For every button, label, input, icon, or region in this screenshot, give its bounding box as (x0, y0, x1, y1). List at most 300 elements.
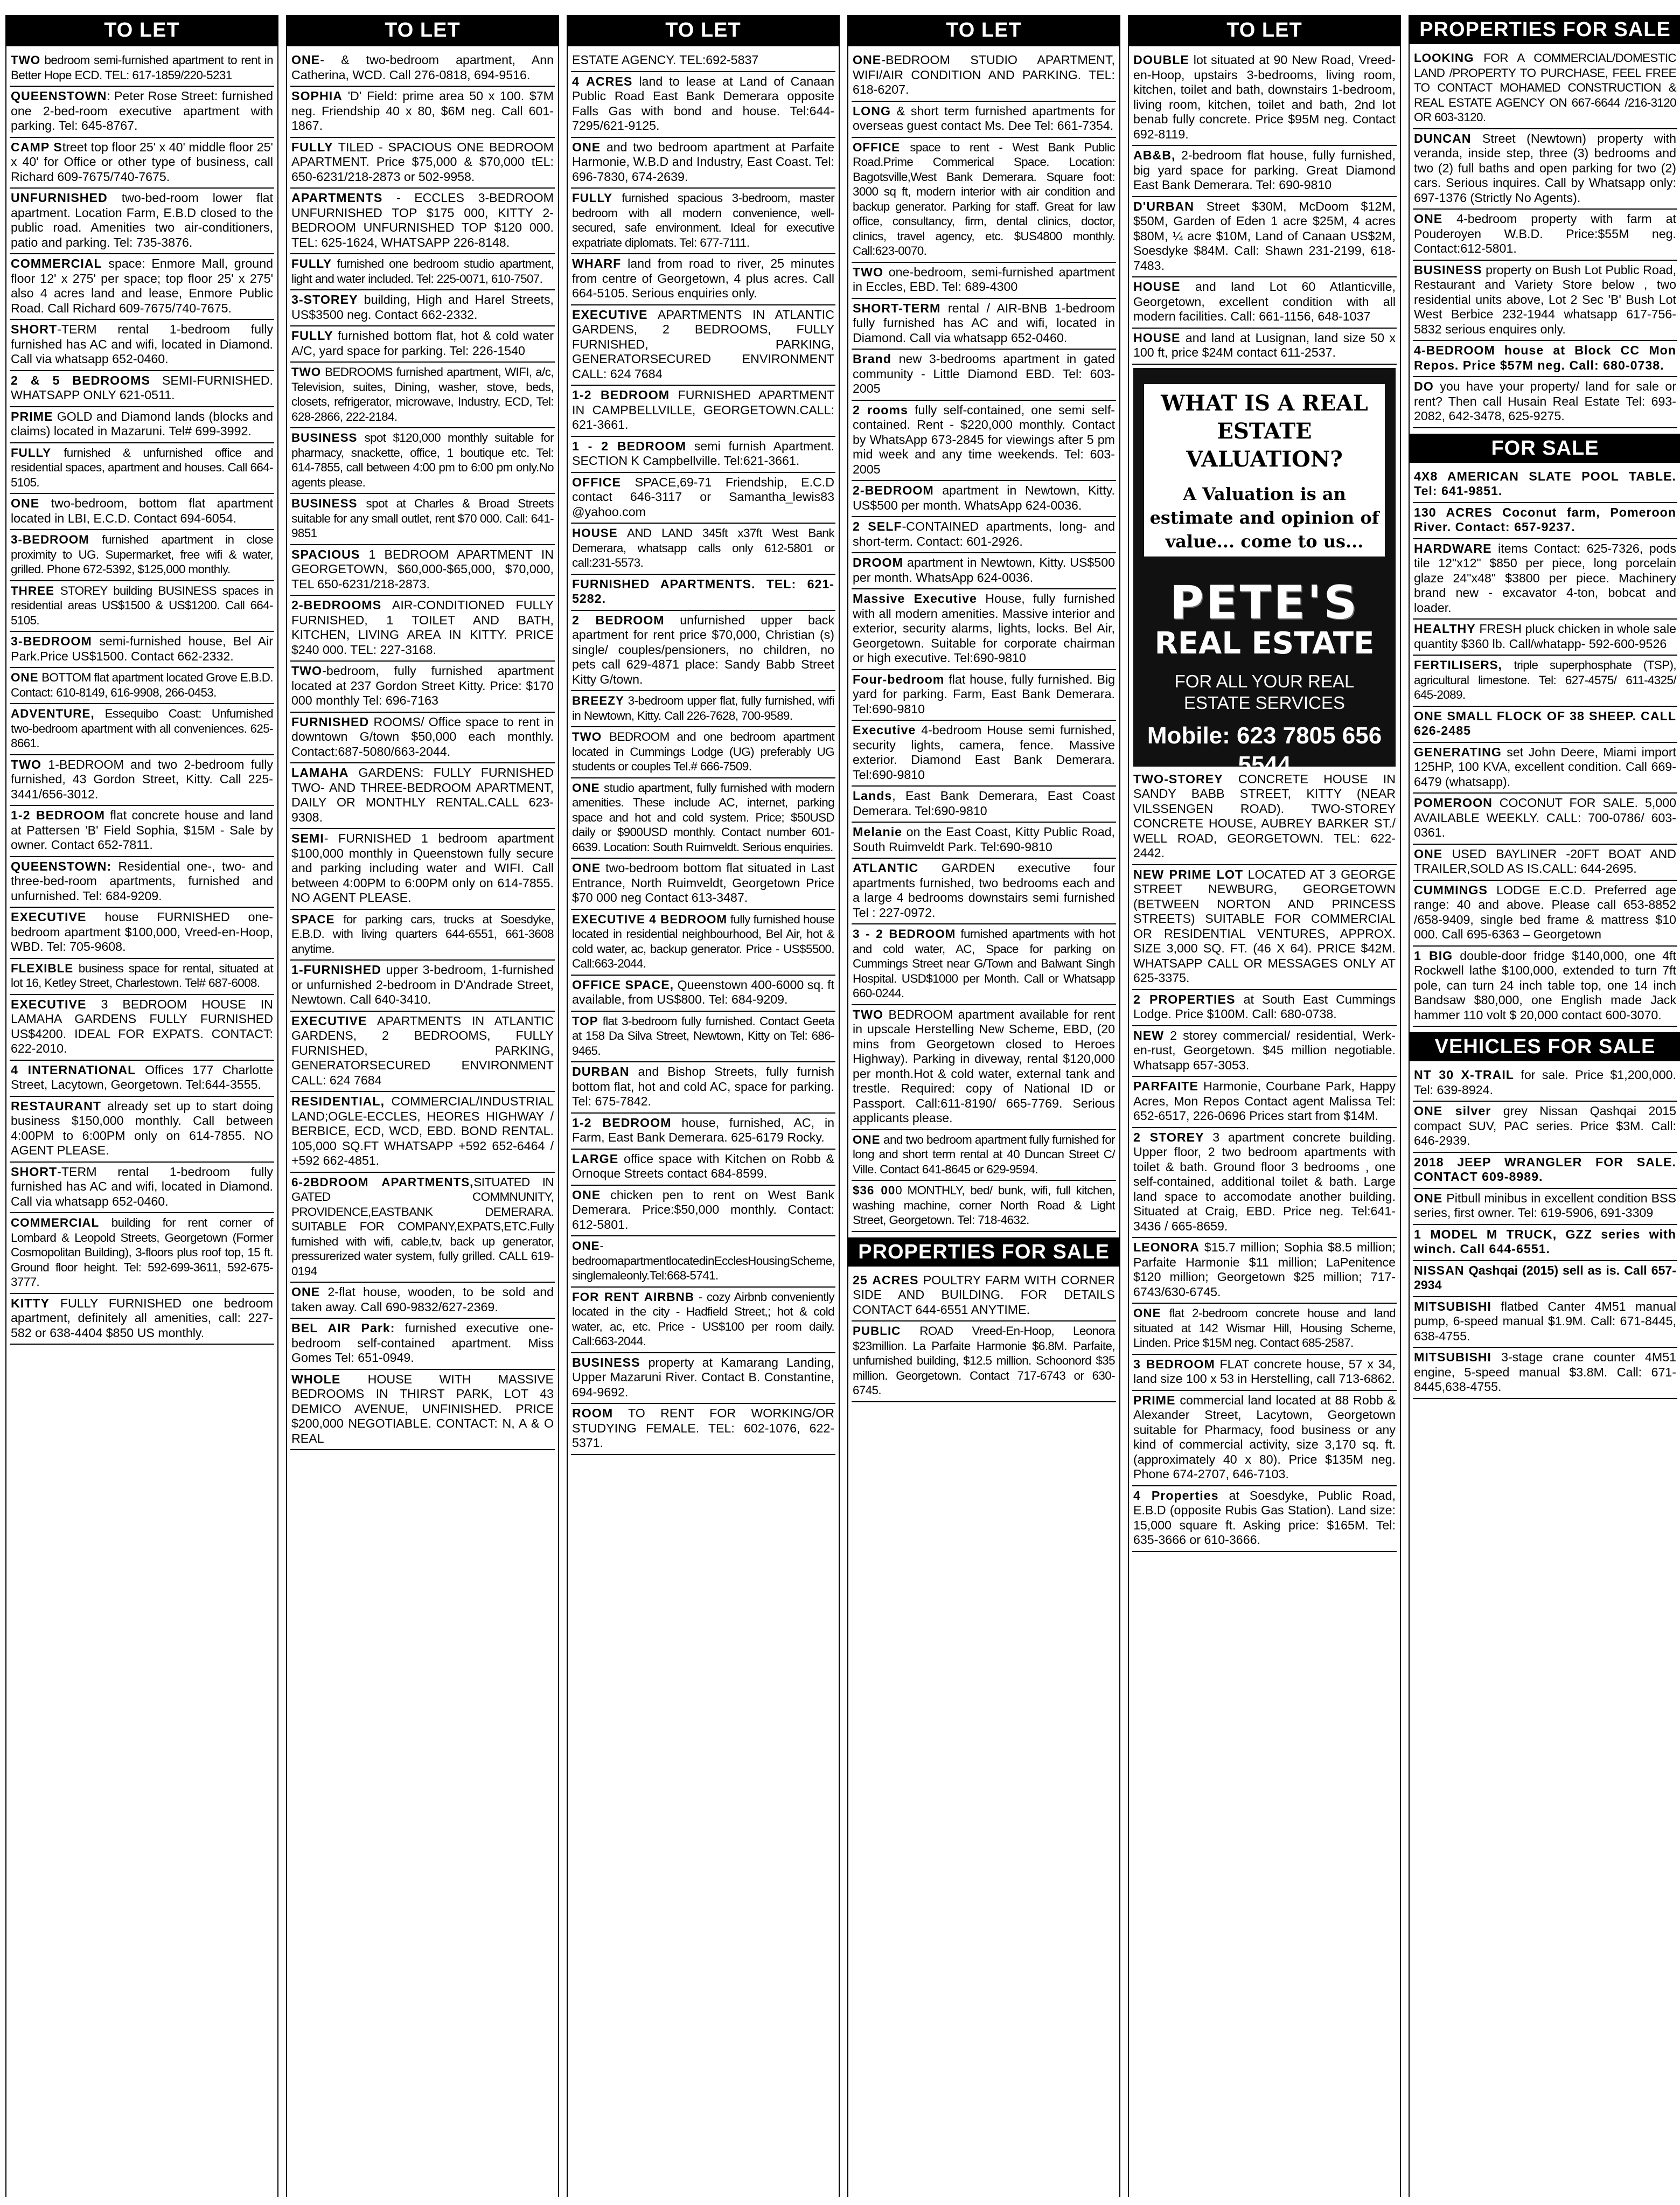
classified-ad (571, 437, 835, 473)
classified-ad (290, 961, 555, 1012)
classified-ad (852, 787, 1116, 823)
ad-keyword: BUSINESS (291, 431, 358, 444)
ad-text: and two bedroom apartment at Parfaite Harmonie, W.B.D and Industry, East Coast. Tel: 696-7830, 674-2639. (572, 140, 834, 184)
ad-keyword: LOOKING (1414, 51, 1474, 65)
ad-keyword: DURBAN (572, 1065, 630, 1079)
section-header: TO LET (6, 15, 277, 46)
ad-keyword: BEL AIR Park: (291, 1321, 395, 1335)
classified-ad (852, 553, 1116, 589)
ad-text: FURNISHED APARTMENT IN CAMPBELLVILLE, GEORGETOWN.CALL: 621-3661. (572, 388, 834, 432)
ad-keyword: NEW PRIME LOT (1133, 867, 1244, 881)
ad-text: business space for rental, situated at lot 16, Ketley Street, Charlestown. Tel# 687-6008. (11, 961, 273, 990)
ad-text: building, High and Harel Streets, US$3500 neg. Contact 662-2332. (291, 293, 554, 322)
classified-ad (571, 1353, 835, 1404)
ad-keyword: 1-2 BEDROOM (11, 808, 105, 822)
classified-ad (1132, 990, 1397, 1026)
ad-text: upper 3-bedroom, 1-furnished or unfurnished 2-bedroom in D'Andrade Street, Newtown. Call 640-3410. (291, 963, 554, 1006)
ad-text: -bedroom, fully furnished apartment located at 237 Gordon Street Kitty. Price: $170 000 monthly Tel: 696-7163 (291, 664, 554, 707)
ad-keyword: FERTILISERS, (1414, 658, 1502, 672)
classified-ad (290, 662, 555, 713)
ad-text: $15.7 million; Sophia $8.5 million; Parfaite Harmonie $11 million; LaPenitence $120 million; Georgetown $25 million; 717-6743/630-6745. (1133, 1240, 1396, 1299)
ad-text: furnished apartment in close proximity to UG. Supermarket, free wifi & water, grilled. Phone 672-5392, $125,000 monthly. (11, 533, 273, 576)
classified-ad (10, 87, 274, 138)
classified-ad (571, 473, 835, 524)
ad-keyword: WHARF (572, 256, 622, 270)
ad-keyword: UNFURNISHED (11, 191, 108, 205)
ad-keyword: Executive (853, 723, 916, 737)
ad-text: GOLD and Diamond lands (blocks and claims) located in Mazaruni. Tel# 699-3992. (11, 409, 273, 438)
ad-keyword: BUSINESS (291, 497, 358, 510)
classified-ad (290, 290, 555, 326)
classified-ad (1413, 1102, 1677, 1153)
ad-text: land from road to river, 25 minutes from centre of Georgetown, 4 plus acres. Call 664-5105. Serious enquiries only. (572, 256, 834, 300)
ad-keyword: PARFAITE (1133, 1079, 1198, 1093)
classified-ad (852, 1271, 1116, 1322)
ad-keyword: Melanie (853, 825, 903, 839)
ad-keyword: 2018 JEEP WRANGLER FOR SALE. CONTACT 609-8989. (1414, 1154, 1676, 1184)
ad-text: furnished apartments with hot and cold water, AC, Space for parking on Cummings Street near G/Town and Balwant Singh Hospital. USD$1000 per Month. Call or Whatsapp 660-0244. (853, 927, 1115, 1000)
classified-ad (1413, 620, 1677, 656)
ad-keyword: OFFICE SPACE, (572, 977, 674, 992)
classified-ad (1132, 197, 1397, 278)
classified-ad (1132, 770, 1397, 865)
section-header: VEHICLES FOR SALE (1410, 1032, 1680, 1061)
ad-text: furnished bottom flat, hot & cold water A/C, yard space for parking. Tel: 226-1540 (291, 329, 554, 358)
ad-keyword: LAMAHA (291, 766, 349, 780)
ad-keyword: LARGE (572, 1151, 619, 1166)
ad-text: SITUATED IN GATED COMMNUNITY, PROVIDENCE,EASTBANK DEMERARA. SUITABLE FOR COMPANY,EXPATS,ETC.Fully furnished with wifi, cable,tv, back up generator, pressurerized water system, fully grilled. CALL 619-0194 (291, 1175, 554, 1278)
classified-ad (1132, 1486, 1397, 1552)
ad-keyword: MITSUBISHI (1414, 1299, 1491, 1313)
ad-keyword: THREE (11, 583, 54, 597)
ad-keyword: ADVENTURE, (11, 707, 95, 720)
ad-keyword: 2-BEDROOM (853, 483, 934, 497)
ad-text: flat house, fully furnished. Big yard for parking. Farm, East Bank Demerara. Tel:690-9810 (853, 672, 1115, 716)
classified-ad (852, 721, 1116, 787)
ad-keyword: FULLY (291, 329, 333, 343)
ad-text: USED BAYLINER -20FT BOAT AND TRAILER,SOLD AS IS.CALL: 644-2695. (1414, 846, 1676, 875)
classified-ad (290, 494, 555, 545)
ad-text: 3 apartment concrete building. Upper floor, 2 two bedroom apartments with toilet & bath. Ground floor 3 bedrooms , one self-contained, additional toilet & bath. Large land space to accomodate another building. Situated at Craig, EBD. Price neg. Tel:641-3436 / 665-8659. (1133, 1130, 1396, 1233)
classified-ad (852, 481, 1116, 517)
ad-keyword: DUNCAN (1414, 131, 1472, 145)
classified-ad (10, 1294, 274, 1345)
ad-text: 4-bedroom property with farm at Pouderoyen W.B.D. Price:$55M neg. Contact:612-5801. (1414, 212, 1676, 255)
ad-text: - cozy Airbnb conveniently located in the city - Hadfield Street,; hot & cold water, ac, etc. Price - US$100 per room daily. Call:663-2044. (572, 1290, 834, 1348)
classified-ad (852, 263, 1116, 299)
classified-ad (1413, 656, 1677, 707)
ad-keyword: HEALTHY (1414, 622, 1476, 636)
ad-keyword: 1-2 BEDROOM (572, 1115, 672, 1130)
classified-ad (10, 51, 274, 87)
classified-ad (10, 806, 274, 857)
ad-keyword: FLEXIBLE (11, 961, 74, 975)
classified-ad (571, 305, 835, 386)
classified-ad (290, 87, 555, 138)
classified-ad (290, 189, 555, 254)
classified-ad (571, 859, 835, 910)
ad-text: flatbed Canter 4M51 manual pump, 6-speed manual $1.9M. Call: 671-8445, 638-4755. (1414, 1299, 1676, 1343)
classified-ad (290, 1319, 555, 1370)
classified-ad (1413, 129, 1677, 210)
ad-keyword: FULLY (572, 191, 613, 205)
ad-keyword: D'URBAN (1133, 199, 1194, 213)
ad-text: grey Nissan Qashqai 2015 compact SUV, PAC series. Price $3M. Call: 646-2939. (1414, 1104, 1676, 1147)
classified-ad (852, 1130, 1116, 1181)
ad-text: building for rent corner of Lombard & Leopold Streets, Georgetown (Former Cosmopolitan Building), 3-floors plus roof top, 15 ft. Ground floor height. Tel: 592-699-3611, 592-675-3777. (11, 1216, 273, 1289)
ad-keyword: POMEROON (1414, 796, 1493, 810)
banner-services: FOR ALL YOUR REAL ESTATE SERVICES (1174, 671, 1355, 713)
classified-ad (852, 401, 1116, 482)
ad-keyword: TWO (853, 1007, 884, 1021)
classified-ad (290, 1173, 555, 1283)
ad-keyword: EXECUTIVE 4 BEDROOM (572, 912, 728, 926)
ad-text: for parking cars, trucks at Soesdyke, E.B.D. with living quarters 644-6551, 661-3608 anytime. (291, 912, 554, 956)
ad-keyword: 4 ACRES (572, 74, 633, 88)
ad-text: Queenstown 400-6000 sq. ft available, from US$800. Tel: 684-9209. (572, 977, 834, 1006)
classified-ad (10, 995, 274, 1061)
ad-text: and two bedroom apartment fully furnished for long and short term rental at 40 Duncan Street C/ Ville. Contact 641-8645 or 629-9594. (853, 1132, 1115, 1176)
ad-text: FULLY FURNISHED one bedroom apartment, definitely all amenities, call: 227-582 or 638-4404 $850 US monthly. (11, 1296, 273, 1340)
ad-text: 1-BEDROOM and two 2-bedroom fully furnished, 43 Gordon Street, Kitty. Call 225-3441/656-3012. (11, 757, 273, 801)
classified-ad (10, 1097, 274, 1163)
classified-ad (571, 72, 835, 138)
ad-text: Offices 177 Charlotte Street, Lacytown, Georgetown. Tel:644-3555. (11, 1062, 273, 1091)
classified-ad (571, 524, 835, 575)
classified-ad (1132, 1077, 1397, 1128)
ad-keyword: COMMERCIAL (11, 256, 102, 270)
ad-text: BEDROOM apartment available for rent in upscale Herstelling New Scheme, EBD, (20 mins from Georgetown closed to Heroes Highway). Parking in diveway, rental $120,000 per month.Hot & cold water, external tank and trestle. Required: copy of National ID or Passport. Call:611-8190/ 665-7769. Serious applicants please. (853, 1007, 1115, 1125)
ad-text: -TERM rental 1-bedroom fully furnished has AC and wifi, located in Diamond. Call via whatsapp 652-0460. (11, 1164, 273, 1208)
ad-text: commercial land located at 88 Robb & Alexander Street, Lacytown, Georgetown suitable for Pharmacy, food business or any kind of commercial activity, size 3,170 sq. ft. (approximately 40 x 80). Price $135M neg. Phone 674-2707, 646-7103. (1133, 1393, 1396, 1481)
classified-ad (10, 857, 274, 908)
ad-text: COMMERCIAL/INDUSTRIAL LAND;OGLE-ECCLES, HEORES HIGHWAY / BERBICE, ECD, WCD, EBD. BOND RENTAL. 105,000 SQ.FT WHATSAPP +592 652-6464 / +592 662-4851. (291, 1094, 554, 1167)
classified-ad (571, 1404, 835, 1455)
classified-ad (290, 763, 555, 829)
ad-keyword: WHOLE (291, 1372, 341, 1386)
classified-ad (1413, 48, 1677, 129)
pete-real-estate-banner (1133, 368, 1396, 778)
ad-keyword: 3-BEDROOM (11, 533, 89, 546)
classified-ad (290, 326, 555, 363)
ad-text: at Soesdyke, Public Road, E.B.D (opposite Rubis Gas Station). Land size: 15,000 square ft. Asking price: $165M. Tel: 635-3666 or 610-3666. (1133, 1488, 1396, 1547)
ad-keyword: SHORT-TERM (853, 301, 941, 315)
classified-ad (10, 320, 274, 371)
ad-keyword: NISSAN (1414, 1263, 1465, 1277)
ad-keyword: 2 rooms (853, 402, 908, 417)
ad-text: fully furnished house located in residential neighbourhood, Bel Air, hot & cold water, ac, backup generator. Price - US$5500. Call:663-2044. (572, 912, 834, 970)
classified-ad (852, 1005, 1116, 1130)
classified-ad (1132, 146, 1397, 197)
ad-keyword: BUSINESS (1414, 262, 1482, 277)
ad-keyword: 4 INTERNATIONAL (11, 1062, 136, 1077)
ad-text: spot at Charles & Broad Streets suitable for any small outlet, rent $70 000. Call: 641-9851 (291, 497, 554, 540)
ad-keyword: 2-BEDROOMS (291, 598, 382, 612)
ad-keyword: ATLANTIC (853, 861, 919, 875)
ad-keyword: CUMMINGS (1414, 882, 1488, 897)
ad-keyword: SOPHIA (291, 89, 343, 103)
ad-text: HOUSE WITH MASSIVE BEDROOMS IN THIRST PARK, LOT 43 DEMICO AVENUE, UNFINISHED. PRICE $200,000 NEGOTIABLE. CONTACT: N, A & O REAL (291, 1372, 554, 1445)
ad-text: fully self-contained, one semi self-contained. Rent - $220,000 monthly. Contact by WhatsApp 673-2845 for viewings after 5 pm mid week and any time weekends. Tel: 603-2005 (853, 402, 1115, 476)
ad-text: GARDEN executive four apartments furnished, two bedrooms each and a large 4 bedrooms downstairs semi furnished Tel : 227-0972. (853, 861, 1115, 920)
section-header: TO LET (848, 15, 1119, 46)
classified-ad (290, 829, 555, 910)
ad-keyword: DOUBLE (1133, 53, 1189, 67)
classified-ad (290, 363, 555, 428)
ad-keyword: FULLY (291, 257, 332, 270)
ad-keyword: Brand (853, 352, 891, 366)
ad-text: spot $120,000 monthly suitable for pharmacy, snackette, office, 1 boutique etc. Tel: 614-7855, call between 4:00 pm to 6:00 pm only.No agents please. (291, 431, 554, 489)
classified-ad (571, 1062, 835, 1114)
ad-keyword: FULLY (291, 140, 333, 154)
ad-keyword: ONE (1414, 846, 1443, 861)
ad-text: -TERM rental 1-bedroom fully furnished has AC and wifi, located in Diamond. Call via whatsapp 652-0460. (11, 322, 273, 366)
classified-ad (1132, 865, 1397, 990)
classified-ad (571, 1114, 835, 1150)
classified-ad (571, 1186, 835, 1237)
classified-ad (1132, 1128, 1397, 1239)
banner-brand-logo: PETE'S (1169, 575, 1360, 630)
classified-ad (290, 545, 555, 596)
ad-text: Essequibo Coast: Unfurnished two-bedroom apartment with all conveniences. 625-8661. (11, 707, 273, 750)
ad-keyword: NT 30 X-TRAIL (1414, 1068, 1514, 1082)
ad-text: STOREY building BUSINESS spaces in residential areas US$1500 & US$1200. Call 664-5105. (11, 583, 273, 627)
column-6 (1409, 15, 1680, 2197)
ad-keyword: 6-2BDROOM APARTMENTS, (291, 1175, 474, 1189)
classified-ad (10, 189, 274, 254)
classified-ad (1132, 51, 1397, 146)
ad-text: two-bed-room lower flat apartment. Location Farm, E.B.D closed to the public road. Amenities two air-conditioners, patio and parking. Tel: 735-3876. (11, 191, 273, 249)
ad-keyword: GENERATING (1414, 745, 1502, 759)
ad-keyword: 2 PROPERTIES (1133, 992, 1236, 1006)
classified-ad (571, 1236, 835, 1288)
ad-keyword: DO (1414, 379, 1434, 393)
ad-text: & short term furnished apartments for overseas guest contact Ms. Dee Tel: 661-7354. (853, 103, 1115, 133)
ad-text: 1 BEDROOM APARTMENT IN GEORGETOWN, $60,000-$65,000, $70,000, TEL 650-6231/218-2873. (291, 547, 554, 591)
classified-ad (852, 589, 1116, 670)
ad-text: SEMI-FURNISHED. WHATSAPP ONLY 621-0511. (11, 373, 274, 402)
classified-ad (1413, 1261, 1677, 1297)
ad-keyword: Lands (853, 789, 893, 803)
classified-ad (10, 755, 274, 806)
ad-text: furnished spacious 3-bedroom, master bedroom with all modern convenience, well-secured, safe environment. Ideal for executive expatriate diplomats. Tel: 677-7111. (572, 191, 834, 249)
column-2 (286, 15, 559, 2197)
ad-text: rental / AIR-BNB 1-bedroom fully furnished has AC and wifi, located in Diamond. Call via whatsapp 652-0460. (853, 301, 1115, 345)
classified-ad (852, 823, 1116, 859)
classified-ad (1413, 881, 1677, 947)
ad-keyword: PUBLIC (853, 1324, 901, 1338)
classified-ad (1132, 329, 1397, 365)
ad-keyword: ONE (11, 671, 39, 684)
ad-keyword: 2 STOREY (1133, 1130, 1204, 1144)
ad-text: bedroom semi-furnished apartment to rent in Better Hope ECD. TEL: 617-1859/220-5231 (11, 53, 273, 82)
ad-text: flat 2-bedroom concrete house and land situated at 142 Wismar Hill, Housing Scheme, Linden. Price $15M neg. Contact 685-2587. (1133, 1306, 1396, 1350)
ad-text: house, furnished, AC, in Farm, East Bank Demerara. 625-6179 Rocky. (572, 1115, 835, 1144)
column-1 (5, 15, 278, 2197)
ad-text: 0 MONTHLY, bed/ bunk, wifi, full kitchen, washing machine, corner North Road & Light Street, Georgetown. Tel: 718-4632. (853, 1184, 1116, 1227)
ad-keyword: Massive Executive (853, 592, 977, 606)
ad-text: 3 BEDROOM HOUSE IN LAMAHA GARDENS FULLY FURNISHED US$4200. IDEAL FOR EXPATS. CONTACT: 622-2010. (11, 997, 273, 1055)
ad-text: 2-bedroom flat house, fully furnished, big yard space for parking. Great Diamond East Bank Demerara. Tel: 690-9810 (1133, 148, 1396, 192)
classified-ad (571, 1150, 835, 1186)
ad-text: office space with Kitchen on Robb & Ornoque Streets contact 684-8599. (572, 1151, 834, 1180)
ad-text: house FURNISHED one-bedroom apartment $100,000, Vreed-en-Hoop, WBD. Tel: 705-9608. (11, 910, 273, 954)
ad-keyword: 1 - 2 BEDROOM (572, 439, 686, 453)
classified-ad (10, 443, 274, 495)
ad-text: FOR A COMMERCIAL/DOMESTIC LAND /PROPERTY TO PURCHASE, FEEL FREE TO CONTACT MOHAMED CONSTRUCTION & REAL ESTATE AGENCY ON 667-6644 /216-3120 OR 603-3120. (1414, 51, 1676, 124)
ad-text: -CONTAINED apartments, long- and short-term. Contact: 601-2926. (853, 519, 1115, 548)
ad-text: Residential one-, two- and three-bed-room apartments, furnished and unfurnished. Tel: 684-9209. (11, 859, 273, 903)
ad-text: Street $30M, McDoom $12M, $50M, Garden of Eden 1 acre $25M, 4 acres $80M, ¼ acre $10M, Land of Canaan US$2M, Soesdyke $84M. Call: Shawn 231-2199, 618-7483. (1133, 199, 1396, 273)
classified-ad (10, 632, 274, 668)
classified-ad (852, 924, 1116, 1005)
ad-keyword: TWO-STOREY (1133, 771, 1223, 786)
ad-text: on the East Coast, Kitty Public Road, South Ruimveldt Park. Tel:690-9810 (853, 825, 1115, 854)
ad-keyword: SPACIOUS (291, 547, 360, 561)
classified-ad (1413, 1225, 1677, 1261)
classified-ad (10, 959, 274, 995)
ad-keyword: HOUSE (1133, 280, 1181, 294)
classified-ad (571, 976, 835, 1012)
banner-headline: WHAT IS A REAL ESTATE VALUATION? (1144, 384, 1385, 479)
classified-ad (290, 254, 555, 290)
ad-text: : Peter Rose Street: furnished one 2-bed-room executive apartment with parking. Tel: 645-8767. (11, 89, 273, 133)
ad-keyword: 4 Properties (1133, 1488, 1219, 1503)
ad-keyword: ONE (572, 781, 600, 795)
ad-text: FRESH pluck chicken in whole sale quantity $360 lb. Call/whatapp- 592-600-9526 (1414, 622, 1676, 651)
ad-keyword: 1-FURNISHED (291, 963, 381, 977)
ad-keyword: ONE (11, 496, 40, 510)
ad-text: one-bedroom, semi-furnished apartment in Eccles, EBD. Tel: 689-4300 (853, 265, 1115, 294)
ad-keyword: COMMERCIAL (11, 1216, 100, 1229)
ad-keyword: RESTAURANT (11, 1098, 102, 1113)
classified-ad (571, 691, 835, 727)
classified-ad (1132, 1355, 1397, 1391)
ad-text: for sale. Price $1,200,000. Tel: 639-8924. (1414, 1068, 1676, 1097)
ad-text: Street (Newtown) property with veranda, inside step, three (3) bedrooms and two (2) full baths and open parking for two (2) cars. Serious inquires. Call by Whatsapp only: 697-1376 (Strictly No Agents). (1414, 131, 1676, 205)
ad-text: House, fully furnished with all modern amenities. Massive interior and exterior, security alarms, lights, locks. Bel Air, Georgetown. Suitable for corporate chairman or high executive. Tel:690-9810 (853, 592, 1115, 665)
ad-keyword: 1 MODEL M TRUCK, GZZ series with winch. Call 644-6551. (1414, 1227, 1676, 1256)
column-4 (847, 15, 1120, 2197)
classified-ad (852, 51, 1116, 102)
section-header: PROPERTIES FOR SALE (1410, 15, 1680, 44)
ad-keyword: 3 BEDROOM (1133, 1357, 1215, 1371)
ad-text: two-bedroom bottom flat situated in Last Entrance, North Ruimveldt, Georgetown Price $70 000 neg Contact 613-3487. (572, 861, 834, 905)
ad-text: flat 3-bedroom fully furnished. Contact Geeta at 158 Da Silva Street, Newtown, Kitty on Tel: 686-9465. (572, 1014, 834, 1058)
ad-keyword: BREEZY (572, 694, 624, 707)
classified-ad (290, 138, 555, 189)
classified-ad (10, 581, 274, 632)
ad-keyword: HARDWARE (1414, 541, 1492, 555)
section-header: FOR SALE (1410, 434, 1680, 463)
ad-text: furnished executive one-bedroom self-contained apartment. Miss Gomes Tel: 651-0949. (291, 1321, 554, 1365)
ad-text: semi furnish Apartment. SECTION K Campbellville. Tel:621-3661. (572, 439, 834, 468)
ad-keyword: PRIME (11, 409, 53, 423)
ad-keyword: TWO (572, 730, 602, 743)
ad-text: ESTATE AGENCY. TEL:692-5837 (572, 53, 759, 67)
classified-ad (852, 350, 1116, 401)
ad-keyword: TOP (572, 1014, 598, 1028)
ad-keyword: 4X8 AMERICAN SLATE POOL TABLE. Tel: 641-9851. (1414, 469, 1676, 498)
classified-ad (571, 575, 835, 611)
ad-keyword: FULLY (11, 446, 52, 460)
classified-ad (290, 1012, 555, 1093)
ad-text: COCONUT FOR SALE. 5,000 AVAILABLE WEEKLY. CALL: 700-0786/ 603-0361. (1414, 796, 1676, 839)
ad-keyword: ONE (291, 1285, 320, 1299)
ad-keyword: ONE (572, 1187, 601, 1202)
classified-ad (290, 428, 555, 494)
banner-brand-tagline: REAL ESTATE (1154, 625, 1375, 661)
ad-keyword: BUSINESS (572, 1355, 640, 1369)
ad-text: - ECCLES 3-BEDROOM UNFURNISHED TOP $175 000, KITTY 2-BEDROOM UNFURNISHED TOP $120 000. TEL: 625-1624, WHATSAPP 226-8148. (291, 191, 554, 249)
classified-ad (10, 1163, 274, 1214)
classified-ad (1413, 210, 1677, 261)
ad-keyword: HOUSE (572, 526, 618, 540)
classified-ad (1132, 1238, 1397, 1304)
ad-text: triple superphosphate (TSP), agricultural limestone. Tel: 627-4575/ 611-4325/ 645-2089. (1414, 658, 1676, 701)
ad-keyword: TWO (291, 664, 323, 678)
classified-ad (290, 1283, 555, 1319)
ad-keyword: ONE (1414, 1191, 1443, 1205)
ad-text: property at Kamarang Landing, Upper Mazaruni River. Contact B. Constantine, 694-9692. (572, 1355, 834, 1399)
classified-ad (1413, 794, 1677, 845)
ad-text: LOCATED AT 3 GEORGE STREET NEWBURG, GEORGETOWN (BETWEEN NORTON AND PRINCESS STREETS) SUITABLE FOR COMMERCIAL OR RESIDENTIAL VENTURES, APPROX. SIZE 3,000 SQ. FT. (46 X 64). PRICE $42M. WHATSAPP CALL OR MESSAGES ONLY AT 625-3375. (1133, 867, 1396, 985)
ad-text: items Contact: 625-7326, pods tile 12"x12" $850 per piece, long porcelain glaze 24"x48" $3800 per piece. Machinery brand new - excavator 4-ton, bobcat and loader. (1414, 541, 1676, 615)
ad-keyword: FOR RENT AIRBNB (572, 1290, 694, 1304)
ad-text: AND LAND 345ft x37ft West Bank Demerara, whatsapp calls only 612-5801 or call:231-5573. (572, 526, 834, 569)
ad-text: space to rent - West Bank Public Road.Prime Commerical Space. Location: Bagotsville,West Bank Demerara. Square foot: 3000 sq ft, modern interior with air condition and backup generator. Parking for staff. Great for law office, consultancy, firm, dental clinics, doctor, clinics, travel agency, etc. $US4800 monthly. Call:623-0070. (853, 140, 1115, 258)
classified-ad (10, 494, 274, 530)
ad-text: apartment in Newtown, Kitty. US$500 per month. WhatsApp 624-0036. (853, 555, 1115, 585)
ad-keyword: ONE (1133, 1306, 1161, 1320)
ad-text: 'D' Field: prime area 50 x 100. $7M neg. Friendship 40 x 80, $6M neg. Call 601-1867. (291, 89, 554, 133)
ad-keyword: Four-bedroom (853, 672, 945, 686)
ad-text: 2-flat house, wooden, to be sold and taken away. Call 690-9832/627-2369. (291, 1285, 554, 1314)
classified-ad (10, 908, 274, 959)
classified-ad (571, 386, 835, 437)
ad-keyword: 3-BEDROOM (11, 634, 92, 648)
ad-keyword: 2 BEDROOM (572, 613, 665, 627)
classified-ad (290, 910, 555, 961)
ad-text: APARTMENTS IN ATLANTIC GARDENS, 2 BEDROOMS, FULLY FURNISHED, PARKING, GENERATORSECURED ENVIRONMENT CALL: 624 7684 (572, 307, 834, 381)
ad-keyword: DROOM (853, 555, 903, 569)
classified-ad (290, 51, 555, 87)
ad-text: Harmonie, Courbane Park, Happy Acres, Mon Repos Contact agent Malissa Tel: 652-6517, 226-0696 Prices start from $14M. (1133, 1079, 1396, 1123)
ad-keyword: SEMI (291, 831, 324, 845)
classified-ad (10, 138, 274, 189)
classified-ad (1132, 1391, 1397, 1486)
classified-ad (571, 189, 835, 254)
classified-ad (1413, 707, 1677, 743)
ad-keyword: OFFICE (572, 475, 622, 489)
ad-text: furnished one bedroom studio apartment, light and water included. Tel: 225-0071, 610-7507. (291, 257, 554, 286)
banner-mobile: Mobile: 623 7805 656 5544 (1147, 722, 1382, 778)
classified-ad (571, 778, 835, 859)
ad-keyword: OFFICE (853, 140, 901, 154)
classified-ad (1132, 277, 1397, 329)
section-header: TO LET (568, 15, 839, 46)
ad-keyword: RESIDENTIAL, (291, 1094, 385, 1108)
ad-keyword: NEW (1133, 1028, 1165, 1042)
ad-text: GARDENS: FULLY FURNISHED TWO- AND THREE-BEDROOM APARTMENT, DAILY OR MONTHLY RENTAL.CALL 623-9308. (291, 766, 554, 824)
ad-text: treet top floor 25' x 40' middle floor 25' x 40' for Office or other type of business, call Richard 609-7675/740-7675. (11, 140, 273, 184)
ad-text: CONCRETE HOUSE IN SANDY BABB STREET, KITTY (NEAR VILSSENGEN ROAD). TWO-STOREY CONCRETE HOUSE, AUBREY BARKER ST./ WELL ROAD, GEORGETOWN. TEL: 622-2442. (1133, 771, 1396, 860)
classified-ad (1413, 1189, 1677, 1225)
section-header: TO LET (287, 15, 558, 46)
classified-ad (571, 1288, 835, 1353)
ad-text: studio apartment, fully furnished with modern amenities. These include AC, internet, parking space and hot and cold system. Price; $50USD daily or $900USD monthly. Contact number 601-6639. Location: South Ruimveldt. Serious enquiries. (572, 781, 834, 854)
classified-ad (571, 51, 835, 72)
